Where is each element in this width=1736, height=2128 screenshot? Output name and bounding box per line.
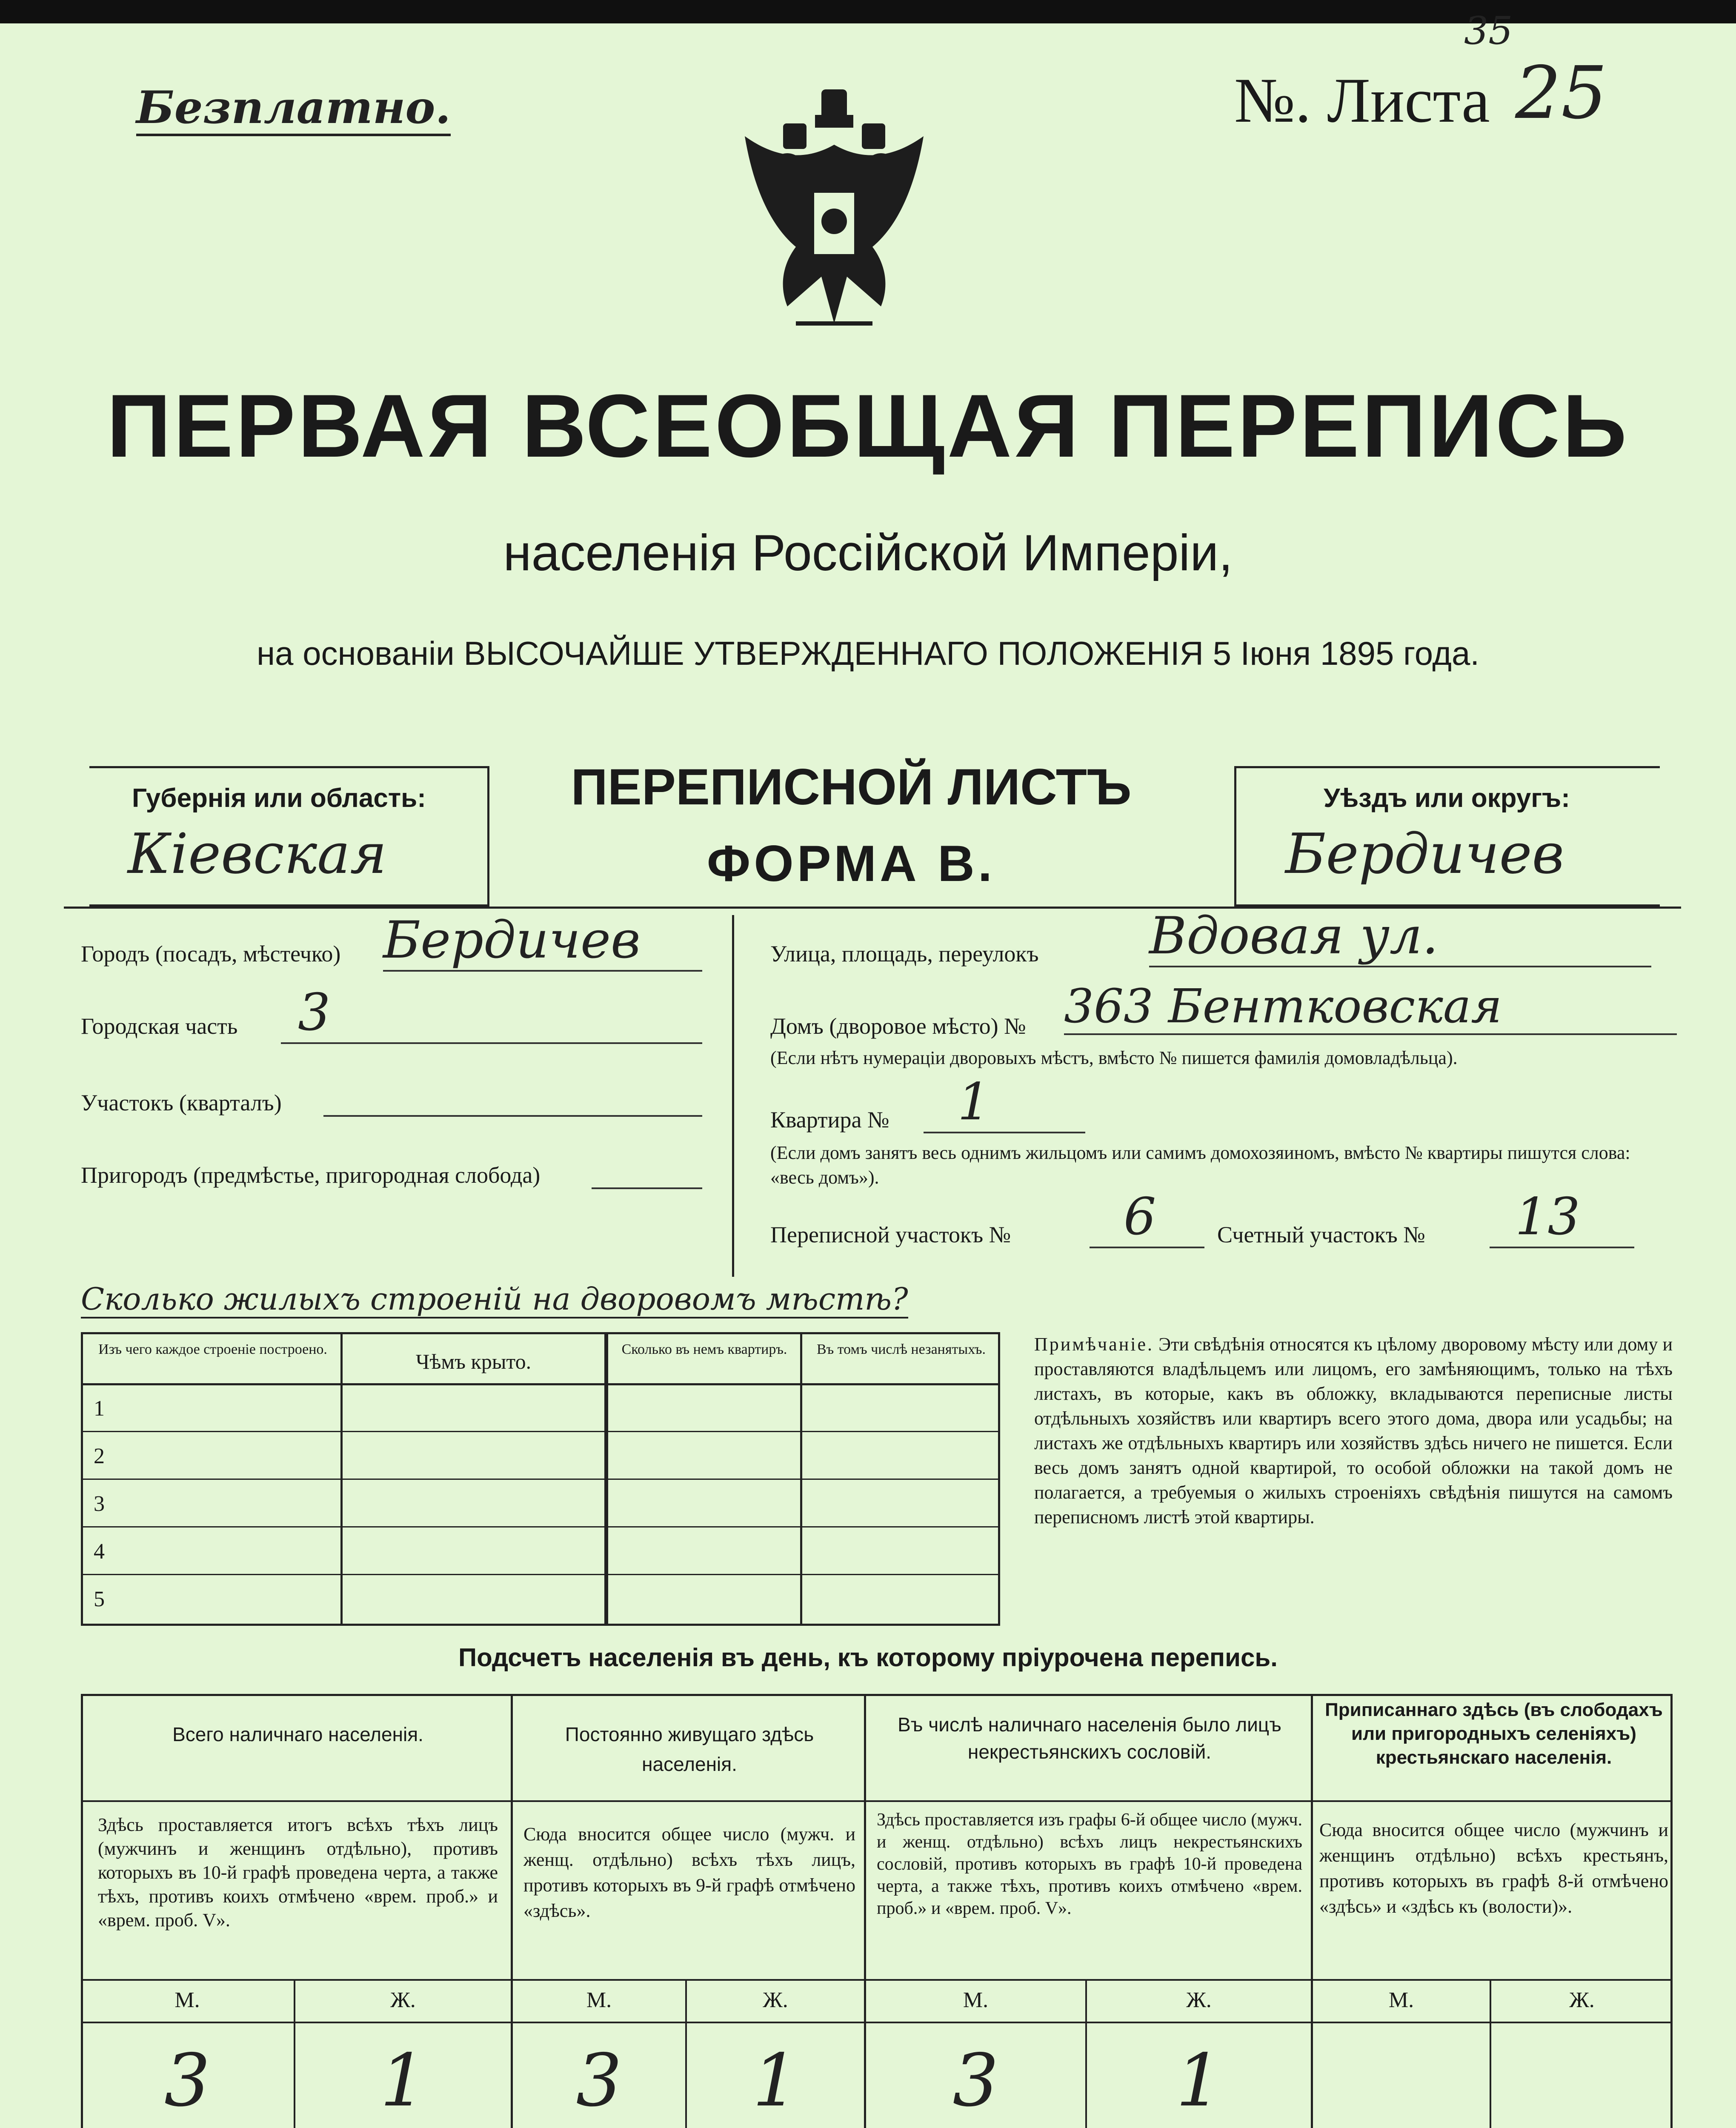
pop-col2-f-value: 1 bbox=[752, 2039, 799, 2123]
pop-col3-desc: Здѣсь проставляется изъ графы 6-й общее число (мужч. и женщ. отдѣльно) всѣхъ лицъ некрестьянскихъ сословій, противъ которыхъ въ графѣ 10-й проведена черта, а также тѣхъ, противъ коихъ отмѣчено «врем. проб.» и «врем. проб. V». bbox=[877, 1810, 1302, 1918]
pop-col4-title: Приписаннаго здѣсь (въ слободахъ или пригородныхъ селеніяхъ) крестьянскаго населенія. bbox=[1325, 1699, 1663, 1768]
pop-col3-title: Въ числѣ наличнаго населенія было лицъ некрестьянскихъ сословій. bbox=[898, 1713, 1281, 1763]
census-area-label: Переписной участокъ № bbox=[770, 1222, 1011, 1247]
city-part-label: Городская часть bbox=[81, 1013, 238, 1039]
precinct-label: Участокъ (кварталъ) bbox=[81, 1090, 282, 1115]
census-area-value: 6 bbox=[1090, 1187, 1204, 1248]
city-label: Городъ (посадъ, мѣстечко) bbox=[81, 941, 341, 967]
house-note: (Если нѣтъ нумераціи дворовыхъ мѣстъ, вмѣсто № пишется фамилія домовладѣльца). bbox=[770, 1047, 1458, 1068]
buildings-row-line bbox=[81, 1479, 1000, 1480]
count-area-label: Счетный участокъ № bbox=[1217, 1222, 1425, 1247]
buildings-row-line bbox=[81, 1574, 1000, 1575]
buildings-question: Сколько жилыхъ строеній на дворовомъ мѣстѣ? bbox=[81, 1281, 908, 1319]
buildings-header-line bbox=[81, 1383, 1000, 1385]
census-sheet-title: ПЕРЕПИСНОЙ ЛИСТЪ bbox=[571, 758, 1132, 815]
pop-col3-f-label: Ж. bbox=[1186, 1988, 1212, 2012]
pop-col2-title: Постоянно живущаго здѣсь населенія. bbox=[565, 1723, 814, 1775]
address-divider bbox=[732, 915, 734, 1277]
pop-col2-m-value: 3 bbox=[576, 2039, 622, 2123]
district-label: Уѣздъ или округъ: bbox=[1324, 784, 1570, 813]
pop-col2-m-label: М. bbox=[586, 1988, 612, 2012]
house-label: Домъ (дворовое мѣсто) № bbox=[770, 1013, 1026, 1039]
buildings-row-number: 1 bbox=[94, 1396, 105, 1421]
precinct-line bbox=[323, 1115, 702, 1117]
note-text: Эти свѣдѣнія относятся къ цѣлому дворовому мѣсту или дому и проставляются владѣльцемъ или лицомъ, его замѣняющимъ, только на тѣхъ листахъ, въ которые, какъ въ обложку, вкладываются переписные листы отдѣльныхъ хозяйствъ или квартиръ всего этого дома, двора или усадьбы; на листахъ же отдѣльныхъ квартиръ или хозяйствъ здѣсь ничего не пишется. Если весь домъ занятъ одной квартирой, то особой обложки на такой домъ не полагается, а требуемыя о жилыхъ строеніяхъ свѣдѣнія пишутся на самомъ переписномъ листѣ этой квартиры. bbox=[1034, 1334, 1673, 1527]
street-label: Улица, площадь, переулокъ bbox=[770, 941, 1039, 967]
pop-col1-m-label: М. bbox=[174, 1988, 200, 2012]
apartment-value: 1 bbox=[924, 1073, 1085, 1133]
suburb-label: Пригородъ (предмѣстье, пригородная слобода) bbox=[81, 1162, 541, 1188]
buildings-row-number: 3 bbox=[94, 1492, 105, 1516]
apartment-label: Квартира № bbox=[770, 1107, 889, 1133]
pop-col4-m-label: М. bbox=[1388, 1988, 1414, 2012]
pop-col1-f-label: Ж. bbox=[390, 1988, 416, 2012]
province-label: Губернія или область: bbox=[132, 784, 426, 813]
pop-col3-m-label: М. bbox=[963, 1988, 989, 2012]
sheet-number-label: №. Листа bbox=[1234, 65, 1490, 136]
apartment-note: (Если домъ занятъ весь однимъ жильцомъ или самимъ домохозяиномъ, вмѣсто № квартиры пишутся слова: «весь домъ»). bbox=[770, 1142, 1630, 1188]
buildings-col1-header: Изъ чего каждое строеніе построено. bbox=[98, 1341, 327, 1357]
pop-col3-f-value: 1 bbox=[1175, 2039, 1222, 2123]
pop-col2-desc: Сюда вносится общее число (мужч. и женщ. отдѣльно) всѣхъ тѣхъ лицъ, противъ которыхъ въ 9-й графѣ отмѣчено «здѣсь». bbox=[523, 1824, 855, 1921]
city-value: Бердичев bbox=[383, 911, 702, 972]
pop-col1-desc: Здѣсь проставляется итогъ всѣхъ тѣхъ лицъ (мужчинъ и женщинъ отдѣльно), противъ которыхъ въ 10-й графѣ проведена черта, а также тѣхъ, противъ коихъ отмѣчено «врем. проб.» и «врем. проб. V». bbox=[98, 1814, 498, 1931]
note-paragraph bbox=[1034, 1332, 1673, 1530]
buildings-col2-header: Чѣмъ крыто. bbox=[415, 1350, 532, 1373]
pop-col4-desc: Сюда вносится общее число (мужчинъ и женщинъ отдѣльно) всѣхъ крестьянъ, противъ которыхъ въ графѣ 8-й отмѣчено «здѣсь» и «здѣсь къ (волости)». bbox=[1319, 1819, 1668, 1917]
buildings-col4-header: Въ томъ числѣ незанятыхъ. bbox=[817, 1341, 986, 1357]
buildings-row-line bbox=[81, 1431, 1000, 1432]
pop-col1-m-value: 3 bbox=[164, 2039, 211, 2123]
buildings-row-number: 5 bbox=[94, 1587, 105, 1611]
population-heading: Подсчетъ населенія въ день, къ которому пріурочена перепись. bbox=[458, 1643, 1278, 1672]
buildings-row-line bbox=[81, 1526, 1000, 1527]
district-value: Бердичев bbox=[1285, 821, 1564, 886]
form-basis: на основаніи ВЫСОЧАЙШЕ УТВЕРЖДЕННАГО ПОЛОЖЕНІЯ 5 Іюня 1895 года. bbox=[256, 635, 1479, 672]
suburb-line bbox=[592, 1187, 702, 1189]
buildings-col3-header: Сколько въ немъ квартиръ. bbox=[621, 1341, 787, 1357]
free-label: Безплатно. bbox=[136, 81, 451, 136]
house-value: 363 Бентковская bbox=[1064, 979, 1677, 1035]
count-area-value: 13 bbox=[1490, 1187, 1634, 1248]
pop-col4-f-label: Ж. bbox=[1569, 1988, 1595, 2012]
note-heading: Примѣчаніе. bbox=[1034, 1334, 1154, 1355]
sheet-number-value: 25 bbox=[1515, 51, 1607, 135]
population-mf-line bbox=[81, 1979, 1673, 1981]
pop-col1-f-value: 1 bbox=[380, 2039, 426, 2123]
pop-col3-m-value: 3 bbox=[952, 2039, 999, 2123]
buildings-row-number: 2 bbox=[94, 1444, 105, 1468]
city-part-value: 3 bbox=[281, 983, 702, 1044]
form-subtitle: населенія Россійской Имперіи, bbox=[503, 524, 1233, 581]
population-col-line bbox=[1311, 1694, 1313, 2128]
pop-col2-f-label: Ж. bbox=[763, 1988, 788, 2012]
population-title-line bbox=[81, 1800, 1673, 1802]
buildings-row-number: 4 bbox=[94, 1539, 105, 1564]
form-main-title: ПЕРВАЯ ВСЕОБЩАЯ ПЕРЕПИСЬ bbox=[106, 376, 1630, 476]
pop-col1-title: Всего наличнаго населенія. bbox=[172, 1723, 423, 1745]
form-name: ФОРМА В. bbox=[706, 835, 996, 892]
population-mf-line bbox=[81, 2022, 1673, 2023]
corner-number: 35 bbox=[1464, 9, 1513, 53]
imperial-eagle-emblem bbox=[736, 85, 932, 349]
province-value: Кіевская bbox=[128, 821, 387, 886]
street-value: Вдовая ул. bbox=[1149, 907, 1651, 967]
